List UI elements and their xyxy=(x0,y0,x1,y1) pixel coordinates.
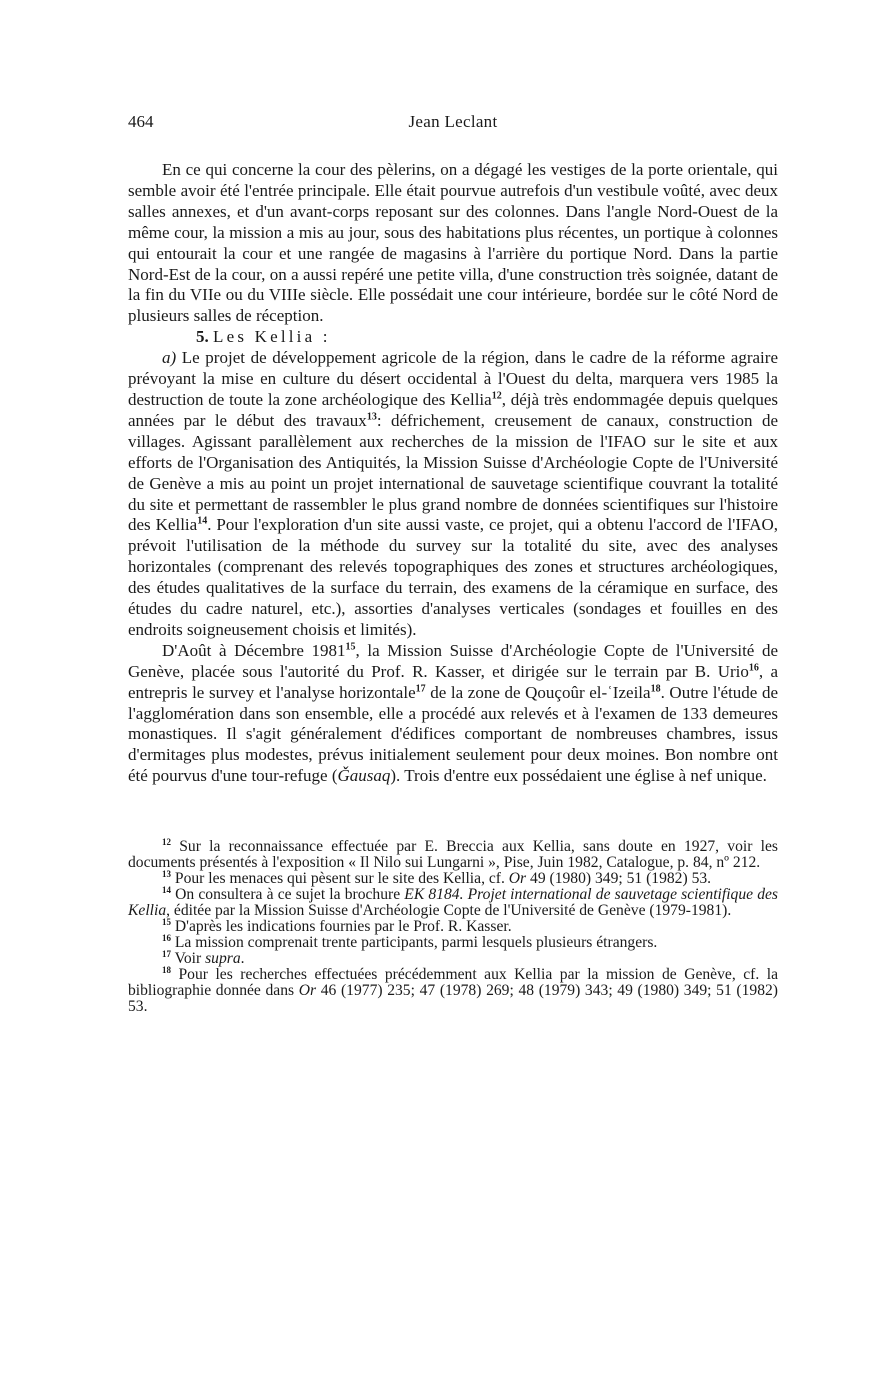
footnote-number: 15 xyxy=(162,917,171,927)
footnote-17 xyxy=(128,951,778,967)
footnote-italic: Or xyxy=(508,870,527,888)
body-text xyxy=(128,160,778,787)
text-span: de la zone de Qouçoûr el-ʿIzeila xyxy=(425,682,651,702)
footnote-number: 17 xyxy=(162,949,171,959)
document-page xyxy=(128,112,778,1015)
text-span: D'Août à Décembre 1981 xyxy=(162,640,346,660)
footnote-ref-13[interactable]: 13 xyxy=(366,411,377,423)
paragraph-marker: a) xyxy=(162,348,177,368)
footnote-text: 46 (1977) 235; 47 (1978) 269; 48 (1979) 343; 49 (1980) 349; 51 (1982) 53. xyxy=(128,982,778,1016)
running-head: Jean Leclant xyxy=(408,112,498,131)
footnote-ref-12[interactable]: 12 xyxy=(491,390,502,402)
footnote-italic: supra xyxy=(205,950,241,968)
text-span: : défrichement, creusement de canaux, construction de villages. Agissant parallèlement aux recherches de la mission de l'IFAO sur le site et aux efforts de l'Organisation des Antiquités, la Mission Suisse d'Archéologie Copte de l'Université de Genève a mis au point un projet international de sauvetage scientifique couvrant la totalité du site et permettant de rassembler le plus grand nombre de données scientifiques sur l'histoire des Kellia xyxy=(128,410,778,535)
paragraph-cour-des-pelerins: En ce qui concerne la cour des pèlerins, on a dégagé les vestiges de la porte orientale, qui semble avoir été l'entrée principale. Elle était pourvue autrefois d'un vestibule voûté, avec deux salles annexes, et d'un avant-corps reposant sur des colonnes. Dans l'angle Nord-Ouest de la même cour, la mission a mis au jour, sous des habitations plus récentes, un portique à colonnes qui entourait la cour et une rangée de magasins à l'arrière du portique Nord. Dans la partie Nord-Est de la cour, on a aussi repéré une petite villa, d'une construction très soignée, datant de la fin du VIIe ou du VIIIe siècle. Elle possédait une cour intérieure, bordée sur le côté Nord de plusieurs salles de réception. xyxy=(128,160,778,326)
section-heading xyxy=(128,327,778,348)
text-span: , a entrepris le survey et l'analyse horizontale xyxy=(128,661,779,702)
footnote-text: La mission comprenait trente participants, parmi lesquels plusieurs étrangers. xyxy=(171,934,658,952)
paragraph-mission-1981 xyxy=(128,641,778,787)
footnote-italic: EK 8184. Projet international de sauvetage scientifique des Kellia xyxy=(128,886,778,920)
footnote-text: Pour les recherches effectuées précédemment aux Kellia par la mission de Genève, cf. la bibliographie donnée dans xyxy=(128,966,778,1000)
footnote-text: D'après les indications fournies par le Prof. R. Kasser. xyxy=(171,918,512,936)
footnote-18 xyxy=(128,967,778,1015)
footnote-14 xyxy=(128,887,778,919)
text-span: . Pour l'exploration d'un site aussi vaste, ce projet, qui a obtenu l'accord de l'IFAO, prévoit l'utilisation de la méthode du survey sur la totalité du site, avec des analyses horizontales (comprenant des relevés topographiques des zones et structures archéologiques, des études qualitatives de la surface du terrain, des examens de la céramique en surface, des études du cadre naturel, etc.), assorties d'analyses verticales (sondages et fouilles en des endroits soigneusement choisis et limités). xyxy=(128,515,778,639)
footnotes xyxy=(128,839,778,1015)
footnote-italic: Or xyxy=(298,982,317,1000)
footnote-text: 49 (1980) 349; 51 (1982) 53. xyxy=(526,870,712,888)
section-title: Les Kellia : xyxy=(213,327,331,347)
footnote-ref-14[interactable]: 14 xyxy=(197,515,208,527)
text-span: Le projet de développement agricole de la région, dans le cadre de la réforme agraire prévoyant la mise en culture du désert occidental à l'Ouest du delta, marquera vers 1985 la destruction de toute la zone archéologique des Kellia xyxy=(128,348,778,409)
italic-term: Ǧausaq xyxy=(337,766,391,786)
text-span: , déjà très endommagée depuis quelques années par le début des travaux xyxy=(128,389,778,430)
footnote-15 xyxy=(128,919,778,935)
paragraph-projet xyxy=(128,348,778,641)
footnote-ref-18[interactable]: 18 xyxy=(650,683,661,694)
footnote-text: On consultera à ce sujet la brochure xyxy=(171,886,405,904)
footnote-text: Sur la reconnaissance effectuée par E. Breccia aux Kellia, sans doute en 1927, voir les documents présentés à l'exposition « Il Nilo sui Lungarni », Pise, Juin 1982, Catalogue, p. 84, nº 212. xyxy=(128,838,778,872)
footnote-number: 12 xyxy=(162,837,171,847)
page-number: 464 xyxy=(128,112,154,131)
footnote-ref-15[interactable]: 15 xyxy=(345,641,356,653)
footnote-number: 14 xyxy=(162,885,171,895)
footnote-16 xyxy=(128,935,778,951)
footnote-text: . xyxy=(240,950,245,968)
footnote-number: 13 xyxy=(162,869,171,879)
text-span: , la Mission Suisse d'Archéologie Copte de l'Université de Genève, placée sous l'autorité du Prof. R. Kasser, et dirigée sur le terrain par B. Urio xyxy=(128,640,778,681)
footnote-number: 18 xyxy=(162,965,171,975)
section-number: 5. xyxy=(196,327,209,347)
footnote-text: Voir xyxy=(171,950,206,968)
footnote-12 xyxy=(128,839,778,871)
footnote-ref-17[interactable]: 17 xyxy=(415,683,426,694)
text-span: ). Trois d'entre eux possédaient une église à nef unique. xyxy=(390,766,767,786)
footnote-13 xyxy=(128,871,778,887)
footnote-text: Pour les menaces qui pèsent sur le site des Kellia, cf. xyxy=(171,870,509,888)
footnote-text: , éditée par la Mission Suisse d'Archéologie Copte de l'Université de Genève (1979-1981). xyxy=(166,902,732,920)
text-span: . Outre l'étude de l'agglomération dans son ensemble, elle a procédé aux relevés et à l'examen de 133 demeures monastiques. Il s'agit généralement d'édifices comportant de nombreuses chambres, issus d'ermitages plus modestes, prévus initialement seulement pour deux moines. Bon nombre ont été pourvus d'une tour-refuge ( xyxy=(128,682,778,786)
footnote-number: 16 xyxy=(162,933,171,943)
page-header xyxy=(128,112,778,138)
footnote-ref-16[interactable]: 16 xyxy=(748,662,759,674)
